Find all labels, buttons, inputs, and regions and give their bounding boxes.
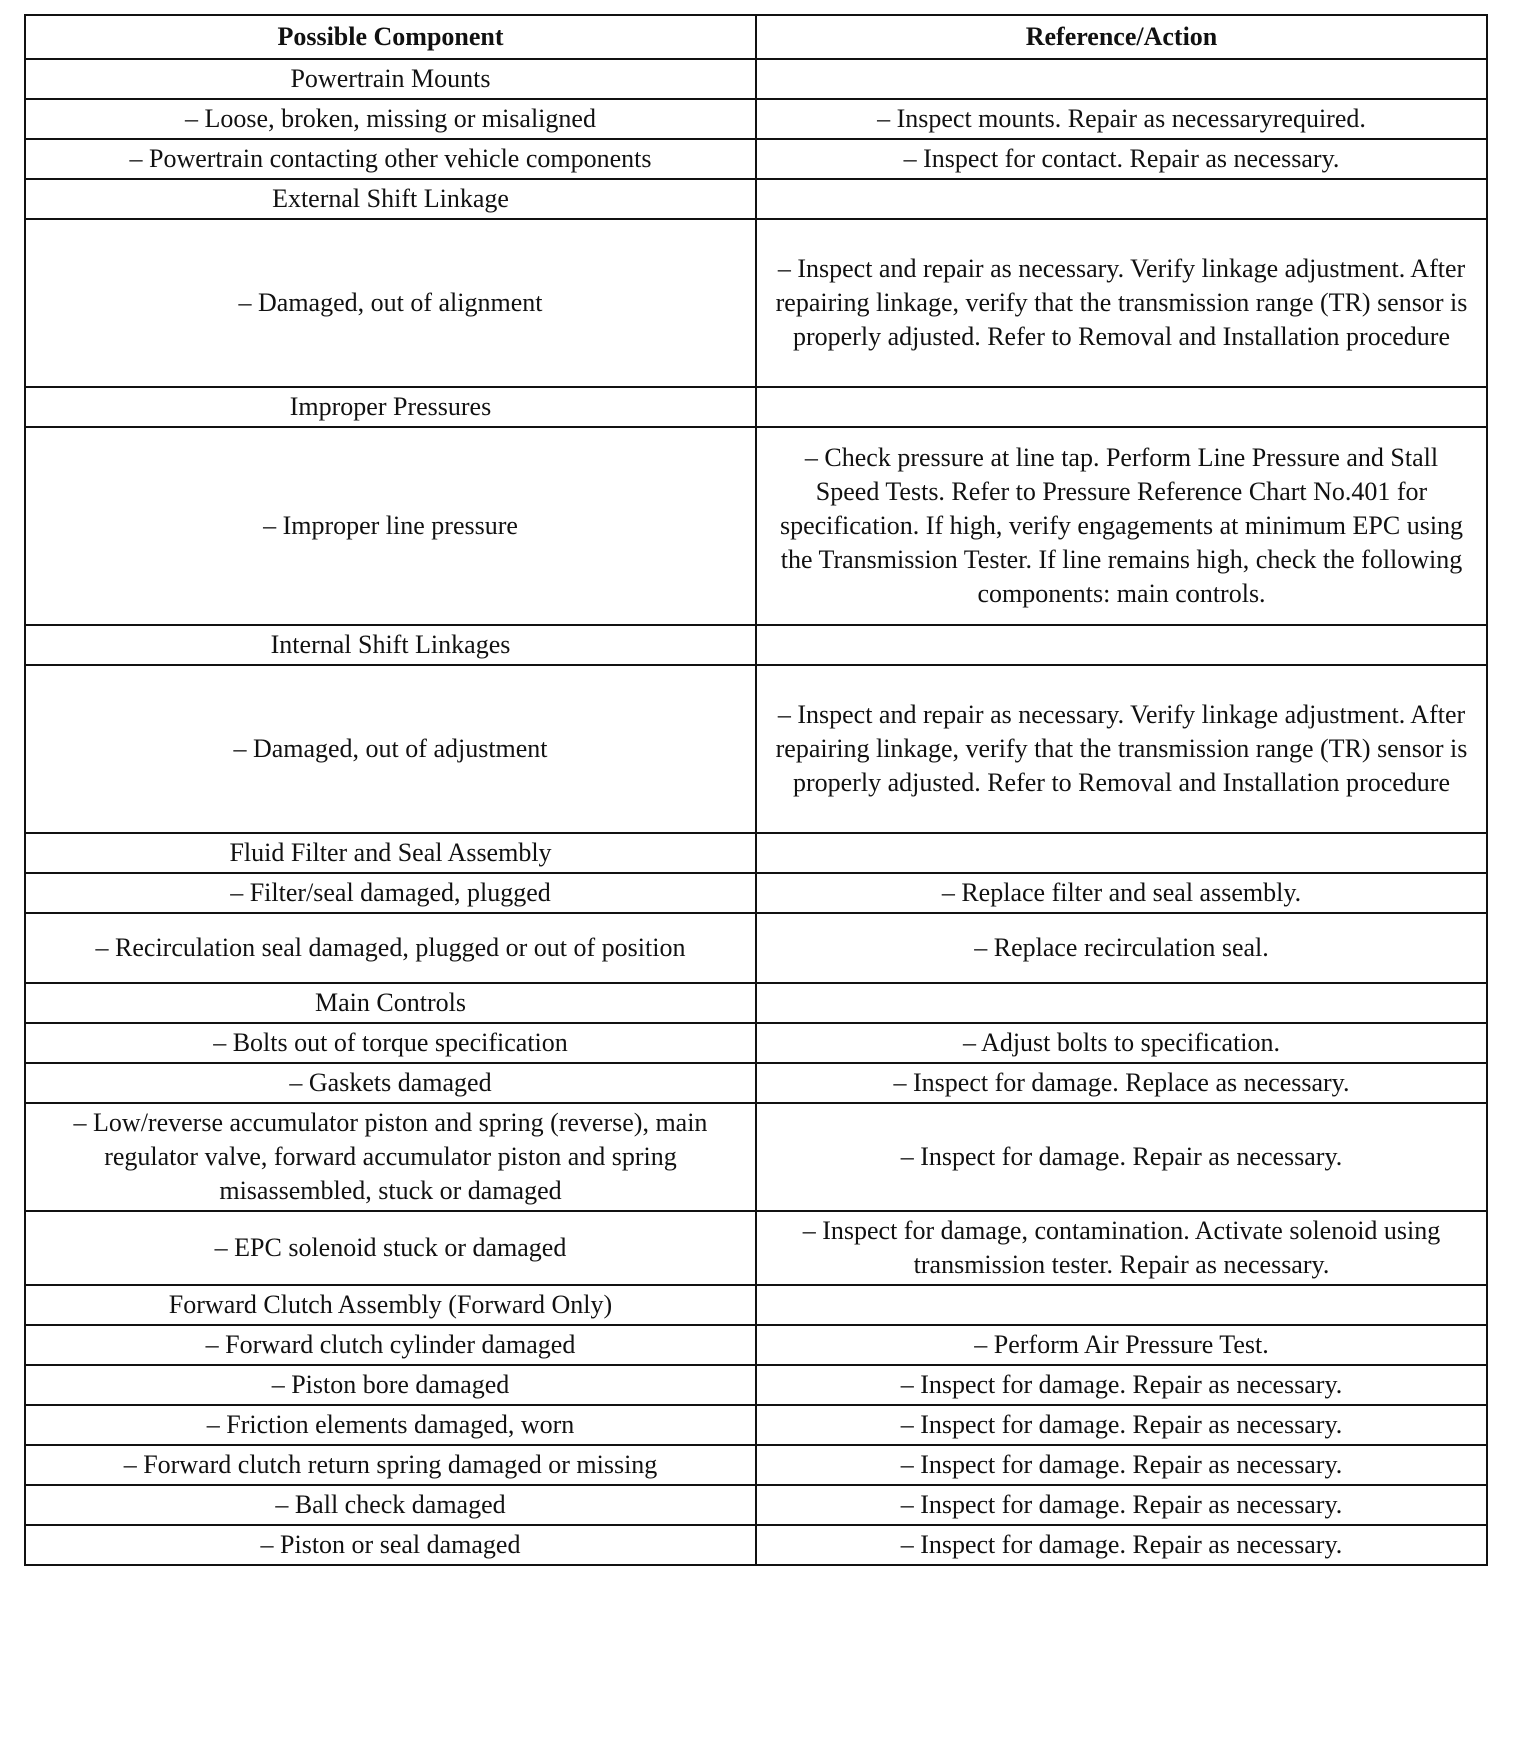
table-row — [25, 1485, 1487, 1525]
component-cell: – Piston bore damaged — [25, 1365, 756, 1405]
table-header-row — [25, 15, 1487, 59]
table-row — [25, 873, 1487, 913]
action-cell: – Inspect and repair as necessary. Verify linkage adjustment. After repairing linkage, verify that the transmission range (TR) sensor is properly adjusted. Refer to Removal and Installation procedure — [756, 665, 1487, 833]
table-row — [25, 427, 1487, 625]
action-cell: – Replace recirculation seal. — [756, 913, 1487, 983]
component-cell: – Forward clutch cylinder damaged — [25, 1325, 756, 1365]
action-cell: – Replace filter and seal assembly. — [756, 873, 1487, 913]
table-row — [25, 1103, 1487, 1211]
header-possible-component: Possible Component — [25, 15, 756, 59]
component-cell: – Piston or seal damaged — [25, 1525, 756, 1565]
table-row — [25, 387, 1487, 427]
action-cell: – Inspect for damage. Repair as necessary. — [756, 1365, 1487, 1405]
action-cell — [756, 1285, 1487, 1325]
action-cell: – Inspect for damage. Repair as necessary. — [756, 1525, 1487, 1565]
header-reference-action: Reference/Action — [756, 15, 1487, 59]
component-cell: – Filter/seal damaged, plugged — [25, 873, 756, 913]
table-row — [25, 219, 1487, 387]
action-cell — [756, 387, 1487, 427]
table-row — [25, 1285, 1487, 1325]
table-row — [25, 139, 1487, 179]
action-cell: – Check pressure at line tap. Perform Line Pressure and Stall Speed Tests. Refer to Pressure Reference Chart No.401 for specification. If high, verify engagements at minimum EPC using the Transmission Tester. If line remains high, check the following components: main controls. — [756, 427, 1487, 625]
component-cell: – Friction elements damaged, worn — [25, 1405, 756, 1445]
component-cell: – Improper line pressure — [25, 427, 756, 625]
action-cell: – Inspect for damage. Repair as necessary. — [756, 1445, 1487, 1485]
table-row — [25, 1063, 1487, 1103]
table-row — [25, 1211, 1487, 1285]
component-cell: Main Controls — [25, 983, 756, 1023]
action-cell: – Inspect for damage. Repair as necessary. — [756, 1405, 1487, 1445]
table-row — [25, 1365, 1487, 1405]
action-cell: – Inspect mounts. Repair as necessaryrequired. — [756, 99, 1487, 139]
table-body — [25, 59, 1487, 1565]
table-row — [25, 99, 1487, 139]
component-cell: Internal Shift Linkages — [25, 625, 756, 665]
action-cell — [756, 59, 1487, 99]
component-cell: – Ball check damaged — [25, 1485, 756, 1525]
component-cell: Improper Pressures — [25, 387, 756, 427]
component-cell: – Low/reverse accumulator piston and spring (reverse), main regulator valve, forward accumulator piston and spring misassembled, stuck or damaged — [25, 1103, 756, 1211]
table-row — [25, 1525, 1487, 1565]
table-row — [25, 59, 1487, 99]
table-row — [25, 913, 1487, 983]
table-row — [25, 1325, 1487, 1365]
action-cell: – Adjust bolts to specification. — [756, 1023, 1487, 1063]
action-cell — [756, 179, 1487, 219]
component-cell: External Shift Linkage — [25, 179, 756, 219]
component-cell: Forward Clutch Assembly (Forward Only) — [25, 1285, 756, 1325]
component-cell: – Damaged, out of alignment — [25, 219, 756, 387]
table-row — [25, 665, 1487, 833]
table-row — [25, 179, 1487, 219]
action-cell — [756, 983, 1487, 1023]
component-cell: – Powertrain contacting other vehicle components — [25, 139, 756, 179]
component-cell: Powertrain Mounts — [25, 59, 756, 99]
action-cell: – Inspect and repair as necessary. Verify linkage adjustment. After repairing linkage, verify that the transmission range (TR) sensor is properly adjusted. Refer to Removal and Installation procedure — [756, 219, 1487, 387]
table-row — [25, 625, 1487, 665]
component-cell: – Gaskets damaged — [25, 1063, 756, 1103]
action-cell: – Perform Air Pressure Test. — [756, 1325, 1487, 1365]
component-cell: – Bolts out of torque specification — [25, 1023, 756, 1063]
component-cell: – Forward clutch return spring damaged or missing — [25, 1445, 756, 1485]
table-row — [25, 1023, 1487, 1063]
table-row — [25, 1445, 1487, 1485]
action-cell: – Inspect for damage. Repair as necessary. — [756, 1103, 1487, 1211]
component-cell: – EPC solenoid stuck or damaged — [25, 1211, 756, 1285]
component-cell: – Loose, broken, missing or misaligned — [25, 99, 756, 139]
action-cell: – Inspect for damage, contamination. Activate solenoid using transmission tester. Repair as necessary. — [756, 1211, 1487, 1285]
action-cell: – Inspect for damage. Repair as necessary. — [756, 1485, 1487, 1525]
component-cell: – Recirculation seal damaged, plugged or out of position — [25, 913, 756, 983]
action-cell — [756, 625, 1487, 665]
table-row — [25, 1405, 1487, 1445]
action-cell: – Inspect for damage. Replace as necessary. — [756, 1063, 1487, 1103]
action-cell: – Inspect for contact. Repair as necessary. — [756, 139, 1487, 179]
table-row — [25, 983, 1487, 1023]
component-cell: Fluid Filter and Seal Assembly — [25, 833, 756, 873]
diagnosis-table — [24, 14, 1488, 1566]
component-cell: – Damaged, out of adjustment — [25, 665, 756, 833]
action-cell — [756, 833, 1487, 873]
table-row — [25, 833, 1487, 873]
